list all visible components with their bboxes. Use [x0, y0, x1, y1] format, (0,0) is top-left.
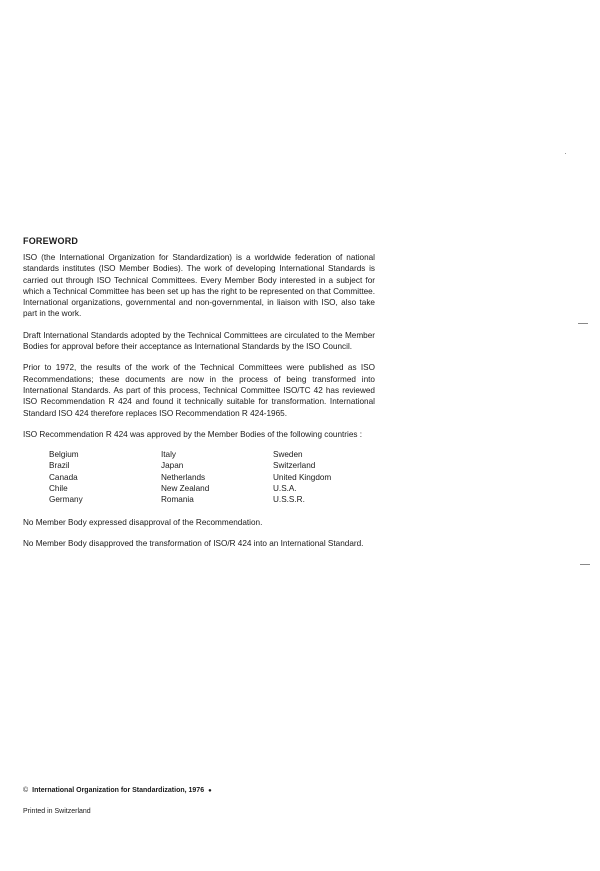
countries-list	[49, 449, 375, 505]
paragraph-approval-intro: ISO Recommendation R 424 was approved by the Member Bodies of the following countries :	[23, 429, 363, 439]
copyright-line	[23, 787, 212, 794]
country-item: Belgium	[49, 450, 79, 460]
printed-in-line: Printed in Switzerland	[23, 808, 91, 815]
margin-tick-mark	[580, 564, 590, 565]
countries-column-1	[49, 449, 161, 505]
paragraph-iso-intro: ISO (the International Organization for Standardization) is a worldwide federation of national standards institutes (ISO Member Bodies). The work of developing International Standards is carried out through ISO Technical Committees. Every Member Body interested in a subject for which a Technical Committee has been set up has the right to be represented on that Committee. International organizations, governmental and non-governmental, in liaison with ISO, also take part in the work.	[23, 253, 375, 319]
countries-column-2	[161, 449, 273, 505]
foreword-heading: FOREWORD	[23, 236, 79, 246]
copyright-text: International Organization for Standardization, 1976	[32, 787, 205, 794]
countries-column-3	[273, 449, 385, 505]
country-item: Chile	[49, 484, 68, 494]
country-item: Romania	[161, 495, 194, 505]
country-item: Switzerland	[273, 461, 316, 471]
country-item: Japan	[161, 461, 184, 471]
country-item: Netherlands	[161, 472, 206, 482]
country-item: U.S.S.R.	[273, 495, 305, 505]
country-item: U.S.A.	[273, 484, 297, 494]
foreword-section	[23, 236, 375, 559]
country-item: Sweden	[273, 450, 303, 460]
margin-tick-mark	[578, 323, 588, 324]
country-item: Canada	[49, 472, 78, 482]
bullet-icon: ●	[208, 787, 212, 794]
paragraph-prior-1972: Prior to 1972, the results of the work of the Technical Committees were published as ISO Recommendations; these documents are now in the process of being transformed into International Standards. As part of this process, Technical Committee ISO/TC 42 has reviewed ISO Recommendation R 424 and found it technically suitable for transformation. International Standard ISO 424 therefore replaces ISO Recommendation R 424-1965.	[23, 363, 375, 418]
paragraph-no-disapproval-recommendation: No Member Body expressed disapproval of the Recommendation.	[23, 517, 263, 527]
country-item: Brazil	[49, 461, 70, 471]
paragraph-draft-standards: Draft International Standards adopted by the Technical Committees are circulated to the Member Bodies for approval before their acceptance as International Standards by the ISO Council.	[23, 330, 375, 352]
country-item: Germany	[49, 495, 83, 505]
copyright-icon: ©	[23, 787, 29, 794]
country-item: New Zealand	[161, 484, 210, 494]
country-item: Italy	[161, 450, 177, 460]
paragraph-no-disapproval-transformation: No Member Body disapproved the transformation of ISO/R 424 into an International Standard.	[23, 538, 364, 548]
scan-speck	[565, 153, 566, 154]
country-item: United Kingdom	[273, 472, 332, 482]
